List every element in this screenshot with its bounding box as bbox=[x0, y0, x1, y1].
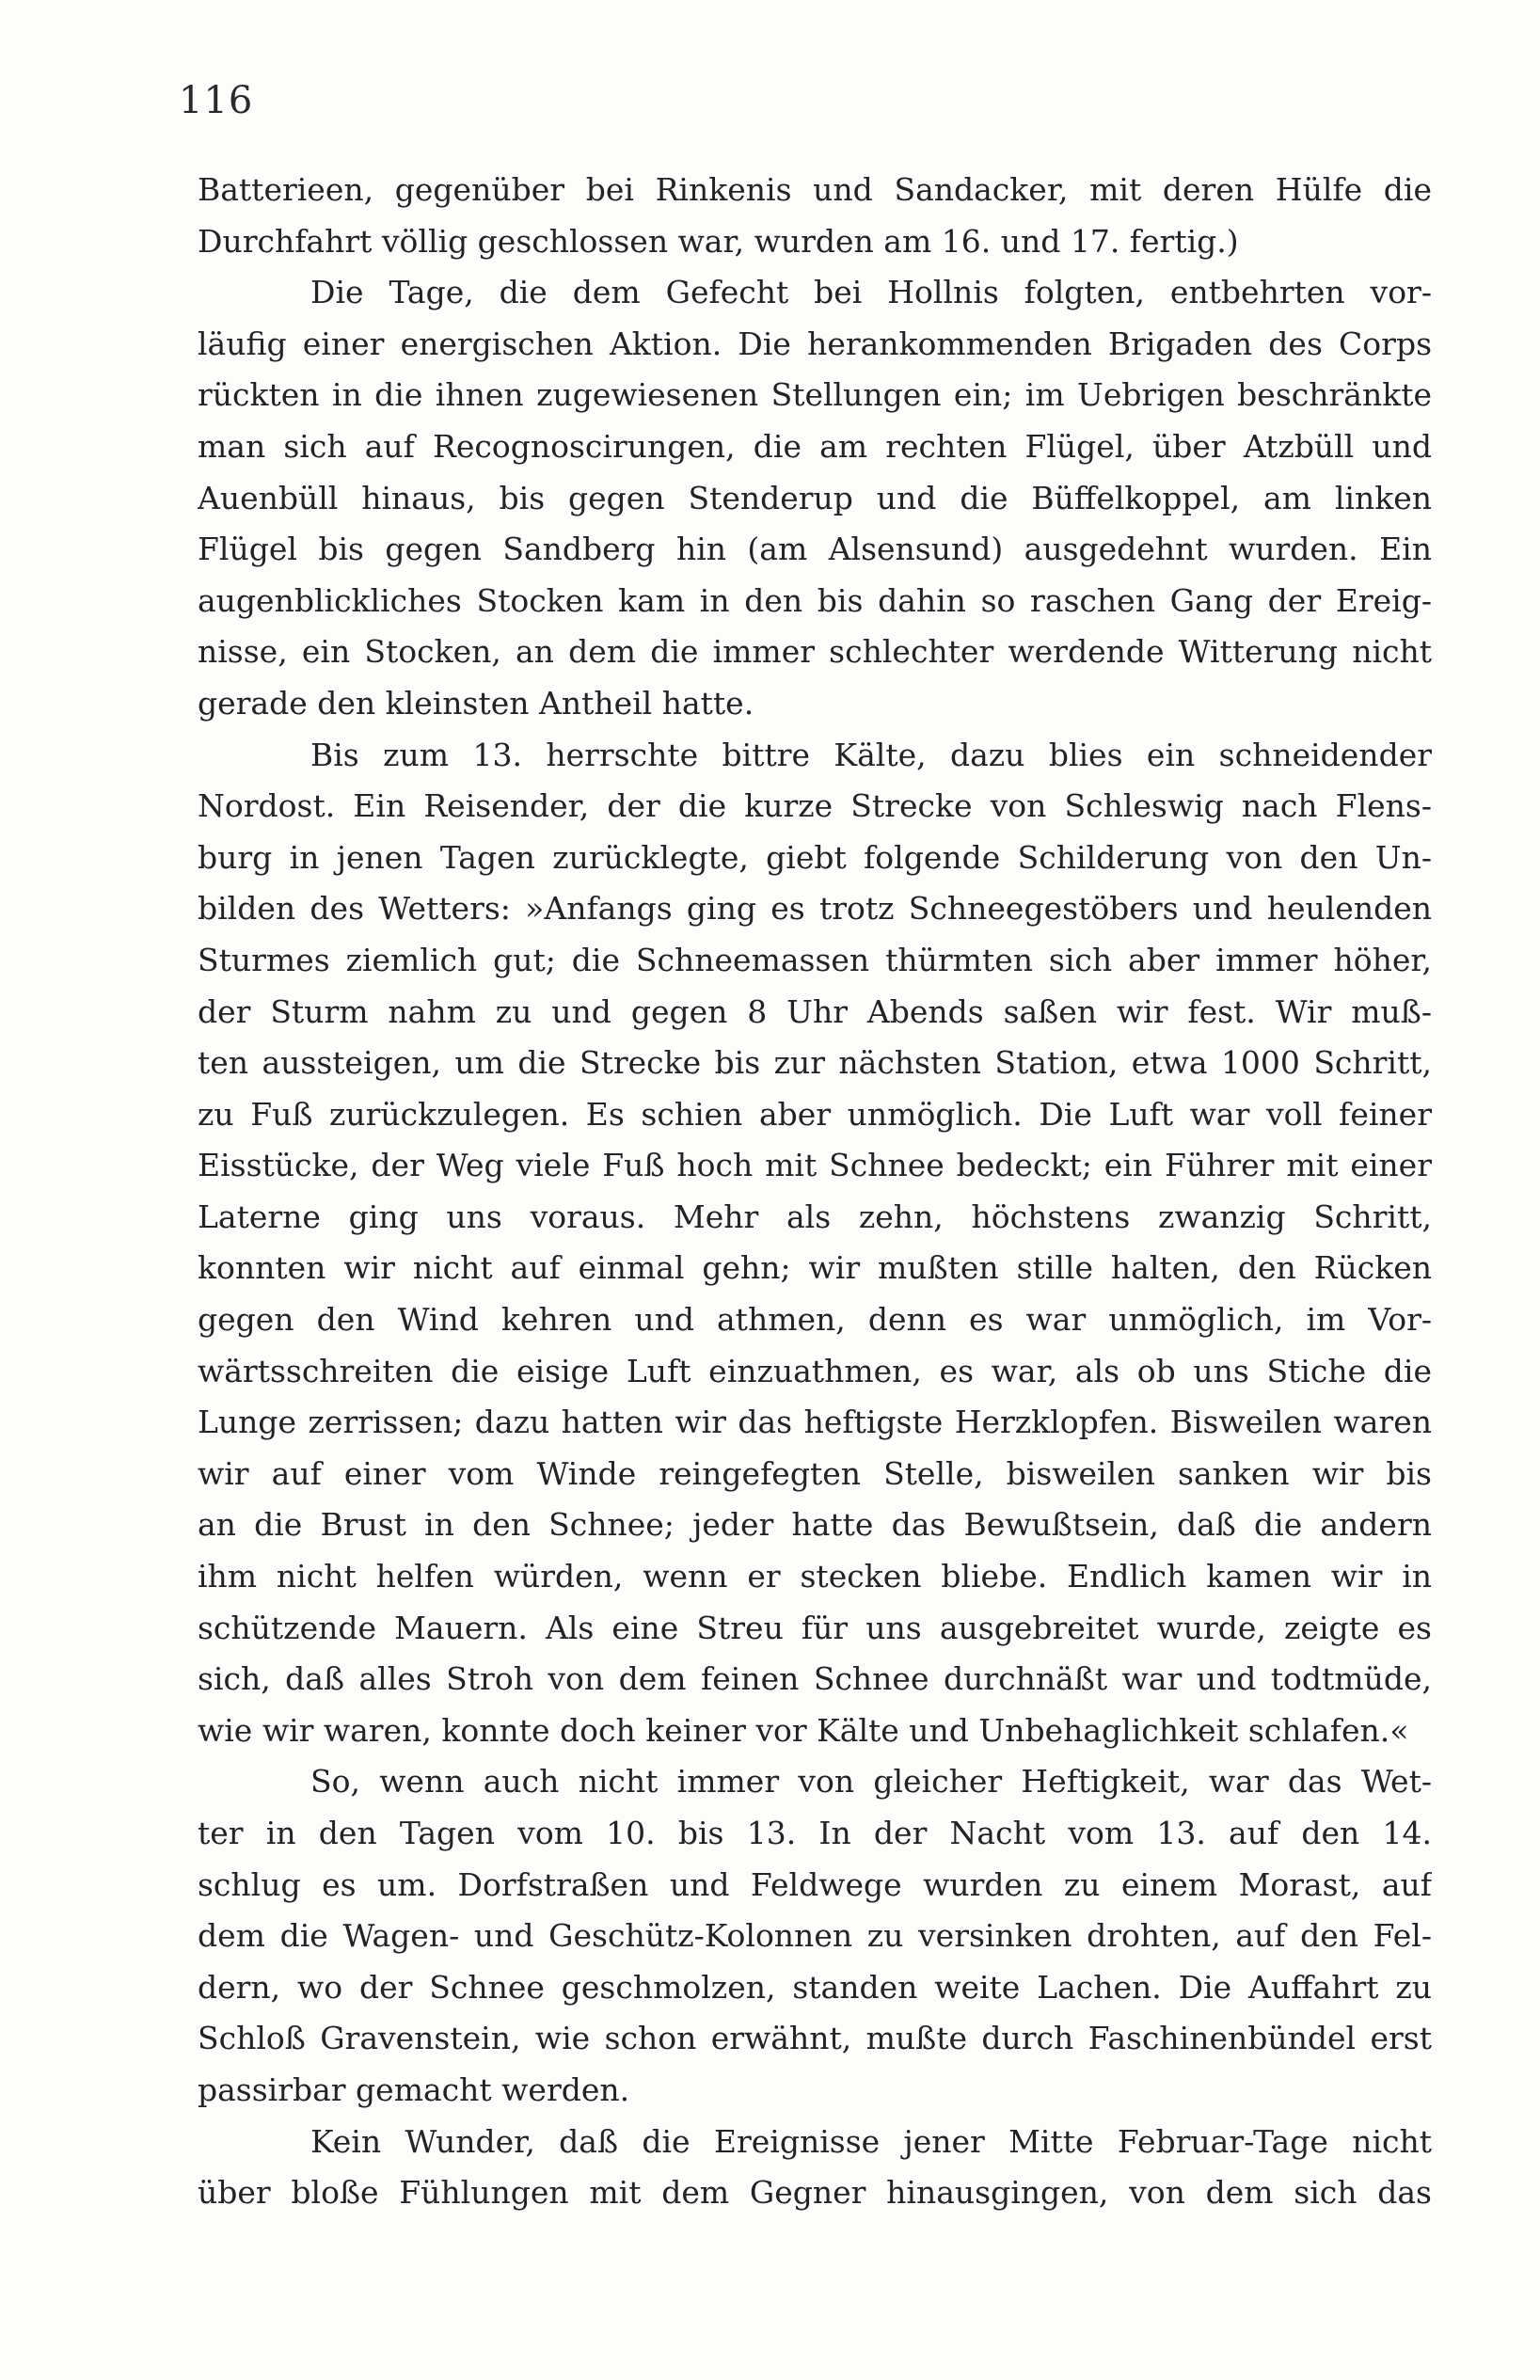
text-line: man sich auf Recognoscirungen, die am rechten Flügel, über Atzbüll und bbox=[198, 427, 1432, 465]
text-line: ten aussteigen, um die Strecke bis zur nächsten Station, etwa 1000 Schritt, bbox=[198, 1044, 1432, 1082]
page-number: 116 bbox=[179, 79, 254, 122]
text-line: Nordost. Ein Reisender, der die kurze Strecke von Schleswig nach Flens- bbox=[198, 787, 1432, 825]
text-line: dem die Wagen- und Geschütz-Kolonnen zu versinken drohten, auf den Fel- bbox=[198, 1917, 1432, 1955]
text-line: wir auf einer vom Winde reingefegten Stelle, bisweilen sanken wir bis bbox=[198, 1454, 1432, 1492]
text-line: burg in jenen Tagen zurücklegte, giebt folgende Schilderung von den Un- bbox=[198, 838, 1432, 876]
text-line: gegen den Wind kehren und athmen, denn es war unmöglich, im Vor- bbox=[198, 1301, 1432, 1339]
text-line: ihm nicht helfen würden, wenn er stecken bliebe. Endlich kamen wir in bbox=[198, 1558, 1432, 1595]
text-line: bilden des Wetters: »Anfangs ging es trotz Schneegestöbers und heulenden bbox=[198, 890, 1432, 928]
text-line: Schloß Gravenstein, wie schon erwähnt, mußte durch Faschinenbündel erst bbox=[198, 2020, 1432, 2057]
text-line: zu Fuß zurückzulegen. Es schien aber unmöglich. Die Luft war voll feiner bbox=[198, 1095, 1432, 1133]
text-line: wie wir waren, konnte doch keiner vor Kälte und Unbehaglichkeit schlafen.« bbox=[198, 1711, 1409, 1749]
text-line: Auenbüll hinaus, bis gegen Stenderup und die Büffelkoppel, am linken bbox=[198, 479, 1432, 516]
text-line: schützende Mauern. Als eine Streu für uns ausgebreitet wurde, zeigte es bbox=[198, 1609, 1432, 1646]
text-line: So, wenn auch nicht immer von gleicher Heftigkeit, war das Wet- bbox=[310, 1763, 1432, 1801]
text-line: Batterieen, gegenüber bei Rinkenis und Sandacker, mit deren Hülfe die bbox=[198, 171, 1432, 208]
text-line: Durchfahrt völlig geschlossen war, wurden am 16. und 17. fertig.) bbox=[198, 222, 1239, 260]
text-line: Die Tage, die dem Gefecht bei Hollnis folgten, entbehrten vor- bbox=[310, 274, 1432, 311]
text-line: der Sturm nahm zu und gegen 8 Uhr Abends saßen wir fest. Wir muß- bbox=[198, 992, 1432, 1030]
text-line: dern, wo der Schnee geschmolzen, standen weite Lachen. Die Auffahrt zu bbox=[198, 1968, 1432, 2006]
text-line: Flügel bis gegen Sandberg hin (am Alsensund) ausgedehnt wurden. Ein bbox=[198, 531, 1432, 568]
text-line: nisse, ein Stocken, an dem die immer schlechter werdende Witterung nicht bbox=[198, 633, 1432, 671]
text-line: läufig einer energischen Aktion. Die herankommenden Brigaden des Corps bbox=[198, 325, 1432, 362]
body-text bbox=[198, 165, 1432, 2219]
text-line: ter in den Tagen vom 10. bis 13. In der Nacht vom 13. auf den 14. bbox=[198, 1815, 1432, 1851]
text-line: rückten in die ihnen zugewiesenen Stellungen ein; im Uebrigen beschränkte bbox=[198, 376, 1432, 414]
text-line: schlug es um. Dorfstraßen und Feldwege wurden zu einem Morast, auf bbox=[198, 1865, 1432, 1903]
text-line: Laterne ging uns voraus. Mehr als zehn, höchstens zwanzig Schritt, bbox=[198, 1198, 1432, 1235]
text-line: wärtsschreiten die eisige Luft einzuathmen, es war, als ob uns Stiche die bbox=[198, 1352, 1432, 1389]
text-line: Sturmes ziemlich gut; die Schneemassen thürmten sich aber immer höher, bbox=[198, 941, 1432, 978]
text-line: Bis zum 13. herrschte bittre Kälte, dazu blies ein schneidender bbox=[310, 736, 1432, 773]
text-line: an die Brust in den Schnee; jeder hatte das Bewußtsein, daß die andern bbox=[198, 1506, 1432, 1544]
text-line: über bloße Fühlungen mit dem Gegner hinausgingen, von dem sich das bbox=[198, 2174, 1432, 2212]
text-line: Eisstücke, der Weg viele Fuß hoch mit Schnee bedeckt; ein Führer mit einer bbox=[198, 1147, 1432, 1184]
text-line: Kein Wunder, daß die Ereignisse jener Mitte Februar-Tage nicht bbox=[310, 2122, 1432, 2160]
text-line: konnten wir nicht auf einmal gehn; wir mußten stille halten, den Rücken bbox=[198, 1249, 1432, 1287]
text-line: Lunge zerrissen; dazu hatten wir das heftigste Herzklopfen. Bisweilen waren bbox=[198, 1404, 1432, 1441]
text-line: augenblickliches Stocken kam in den bis dahin so raschen Gang der Ereig- bbox=[198, 581, 1432, 619]
text-line: gerade den kleinsten Antheil hatte. bbox=[198, 684, 754, 722]
text-line: passirbar gemacht werden. bbox=[198, 2071, 630, 2108]
text-line: sich, daß alles Stroh von dem feinen Schnee durchnäßt war und todtmüde, bbox=[198, 1660, 1432, 1698]
